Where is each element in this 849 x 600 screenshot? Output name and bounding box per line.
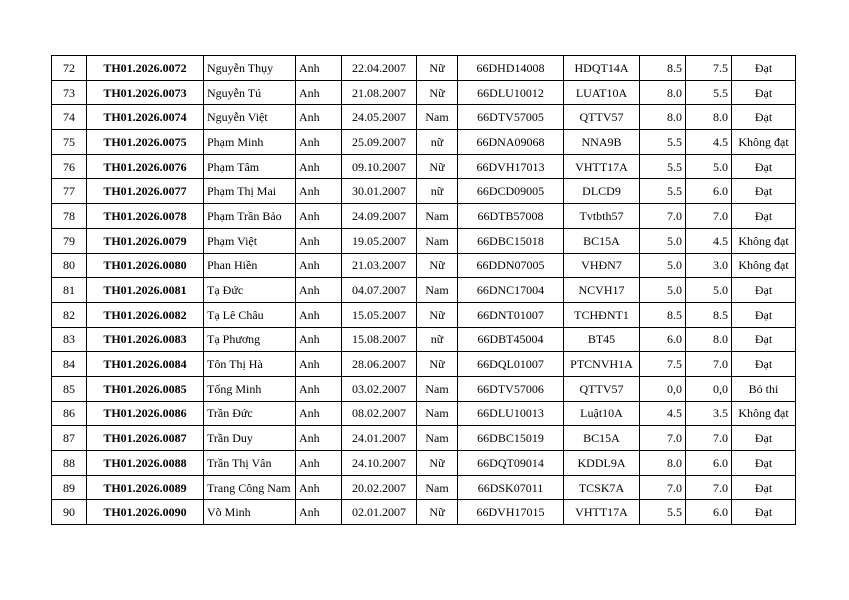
class-name-cell: NNA9B: [564, 130, 640, 155]
date-of-birth-cell: 24.05.2007: [342, 105, 417, 130]
family-middle-name-cell: Võ Minh: [204, 500, 296, 525]
row-number-cell: 89: [52, 475, 87, 500]
gender-cell: Nữ: [417, 56, 458, 81]
candidate-code-cell: TH01.2026.0076: [87, 154, 204, 179]
class-name-cell: TCHĐNT1: [564, 302, 640, 327]
result-cell: Đạt: [732, 80, 796, 105]
row-number-cell: 90: [52, 500, 87, 525]
given-name-cell: Anh: [296, 500, 342, 525]
row-number-cell: 86: [52, 401, 87, 426]
candidate-code-cell: TH01.2026.0072: [87, 56, 204, 81]
candidate-code-cell: TH01.2026.0089: [87, 475, 204, 500]
result-cell: Đạt: [732, 204, 796, 229]
gender-cell: Nam: [417, 105, 458, 130]
score-2-cell: 6.0: [686, 179, 732, 204]
candidate-code-cell: TH01.2026.0083: [87, 327, 204, 352]
score-2-cell: 5.0: [686, 154, 732, 179]
student-id-cell: 66DVH17013: [458, 154, 564, 179]
candidate-code-cell: TH01.2026.0079: [87, 228, 204, 253]
result-cell: Bỏ thi: [732, 376, 796, 401]
table-row: [52, 105, 796, 130]
student-id-cell: 66DQL01007: [458, 352, 564, 377]
score-2-cell: 8.0: [686, 327, 732, 352]
candidate-code-cell: TH01.2026.0073: [87, 80, 204, 105]
class-name-cell: Luật10A: [564, 401, 640, 426]
result-cell: Đạt: [732, 426, 796, 451]
family-middle-name-cell: Phạm Tâm: [204, 154, 296, 179]
score-2-cell: 6.0: [686, 500, 732, 525]
candidate-code-cell: TH01.2026.0086: [87, 401, 204, 426]
gender-cell: nữ: [417, 327, 458, 352]
score-1-cell: 8.5: [640, 56, 686, 81]
family-middle-name-cell: Tôn Thị Hà: [204, 352, 296, 377]
gender-cell: Nữ: [417, 302, 458, 327]
family-middle-name-cell: Phạm Việt: [204, 228, 296, 253]
gender-cell: Nam: [417, 475, 458, 500]
table-row: [52, 327, 796, 352]
class-name-cell: QTTV57: [564, 105, 640, 130]
date-of-birth-cell: 28.06.2007: [342, 352, 417, 377]
row-number-cell: 82: [52, 302, 87, 327]
class-name-cell: VHTT17A: [564, 500, 640, 525]
result-cell: Đạt: [732, 475, 796, 500]
date-of-birth-cell: 21.03.2007: [342, 253, 417, 278]
date-of-birth-cell: 15.08.2007: [342, 327, 417, 352]
class-name-cell: QTTV57: [564, 376, 640, 401]
date-of-birth-cell: 19.05.2007: [342, 228, 417, 253]
score-1-cell: 0,0: [640, 376, 686, 401]
class-name-cell: PTCNVH1A: [564, 352, 640, 377]
gender-cell: Nữ: [417, 253, 458, 278]
date-of-birth-cell: 09.10.2007: [342, 154, 417, 179]
class-name-cell: BC15A: [564, 228, 640, 253]
gender-cell: Nam: [417, 228, 458, 253]
score-1-cell: 8.0: [640, 451, 686, 476]
gender-cell: Nam: [417, 426, 458, 451]
score-2-cell: 3.0: [686, 253, 732, 278]
gender-cell: nữ: [417, 179, 458, 204]
family-middle-name-cell: Tạ Lê Châu: [204, 302, 296, 327]
gender-cell: Nữ: [417, 500, 458, 525]
date-of-birth-cell: 22.04.2007: [342, 56, 417, 81]
score-1-cell: 6.0: [640, 327, 686, 352]
date-of-birth-cell: 03.02.2007: [342, 376, 417, 401]
row-number-cell: 72: [52, 56, 87, 81]
given-name-cell: Anh: [296, 154, 342, 179]
date-of-birth-cell: 24.01.2007: [342, 426, 417, 451]
student-id-cell: 66DSK07011: [458, 475, 564, 500]
candidate-code-cell: TH01.2026.0084: [87, 352, 204, 377]
results-table-body: [52, 56, 796, 525]
row-number-cell: 79: [52, 228, 87, 253]
given-name-cell: Anh: [296, 56, 342, 81]
score-2-cell: 0,0: [686, 376, 732, 401]
date-of-birth-cell: 25.09.2007: [342, 130, 417, 155]
date-of-birth-cell: 24.10.2007: [342, 451, 417, 476]
gender-cell: Nam: [417, 376, 458, 401]
student-id-cell: 66DNA09068: [458, 130, 564, 155]
given-name-cell: Anh: [296, 401, 342, 426]
score-2-cell: 4.5: [686, 130, 732, 155]
score-1-cell: 7.0: [640, 426, 686, 451]
table-row: [52, 401, 796, 426]
result-cell: Không đạt: [732, 401, 796, 426]
result-cell: Đạt: [732, 278, 796, 303]
class-name-cell: TCSK7A: [564, 475, 640, 500]
date-of-birth-cell: 24.09.2007: [342, 204, 417, 229]
table-row: [52, 451, 796, 476]
class-name-cell: BT45: [564, 327, 640, 352]
score-1-cell: 5.0: [640, 278, 686, 303]
student-id-cell: 66DQT09014: [458, 451, 564, 476]
result-cell: Đạt: [732, 105, 796, 130]
table-row: [52, 426, 796, 451]
score-1-cell: 7.5: [640, 352, 686, 377]
given-name-cell: Anh: [296, 352, 342, 377]
date-of-birth-cell: 04.07.2007: [342, 278, 417, 303]
student-id-cell: 66DNC17004: [458, 278, 564, 303]
score-2-cell: 7.0: [686, 426, 732, 451]
row-number-cell: 80: [52, 253, 87, 278]
table-row: [52, 80, 796, 105]
table-row: [52, 130, 796, 155]
table-row: [52, 56, 796, 81]
date-of-birth-cell: 21.08.2007: [342, 80, 417, 105]
row-number-cell: 84: [52, 352, 87, 377]
score-1-cell: 5.5: [640, 179, 686, 204]
date-of-birth-cell: 15.05.2007: [342, 302, 417, 327]
table-row: [52, 278, 796, 303]
candidate-code-cell: TH01.2026.0077: [87, 179, 204, 204]
score-2-cell: 3.5: [686, 401, 732, 426]
result-cell: Không đạt: [732, 130, 796, 155]
row-number-cell: 83: [52, 327, 87, 352]
score-1-cell: 4.5: [640, 401, 686, 426]
score-1-cell: 8.0: [640, 80, 686, 105]
table-row: [52, 253, 796, 278]
student-id-cell: 66DBT45004: [458, 327, 564, 352]
class-name-cell: VHTT17A: [564, 154, 640, 179]
score-2-cell: 6.0: [686, 451, 732, 476]
row-number-cell: 76: [52, 154, 87, 179]
score-2-cell: 8.5: [686, 302, 732, 327]
gender-cell: Nữ: [417, 451, 458, 476]
date-of-birth-cell: 30.01.2007: [342, 179, 417, 204]
gender-cell: Nam: [417, 204, 458, 229]
score-1-cell: 8.0: [640, 105, 686, 130]
row-number-cell: 81: [52, 278, 87, 303]
student-id-cell: 66DHD14008: [458, 56, 564, 81]
given-name-cell: Anh: [296, 105, 342, 130]
row-number-cell: 73: [52, 80, 87, 105]
score-2-cell: 5.5: [686, 80, 732, 105]
family-middle-name-cell: Trang Công Nam: [204, 475, 296, 500]
candidate-code-cell: TH01.2026.0087: [87, 426, 204, 451]
score-1-cell: 7.0: [640, 475, 686, 500]
row-number-cell: 88: [52, 451, 87, 476]
student-id-cell: 66DTV57006: [458, 376, 564, 401]
candidate-code-cell: TH01.2026.0081: [87, 278, 204, 303]
result-cell: Đạt: [732, 451, 796, 476]
family-middle-name-cell: Tống Minh: [204, 376, 296, 401]
candidate-code-cell: TH01.2026.0085: [87, 376, 204, 401]
row-number-cell: 77: [52, 179, 87, 204]
score-1-cell: 5.5: [640, 154, 686, 179]
given-name-cell: Anh: [296, 302, 342, 327]
family-middle-name-cell: Phạm Trần Bảo: [204, 204, 296, 229]
candidate-code-cell: TH01.2026.0075: [87, 130, 204, 155]
class-name-cell: VHĐN7: [564, 253, 640, 278]
student-id-cell: 66DVH17015: [458, 500, 564, 525]
family-middle-name-cell: Tạ Phương: [204, 327, 296, 352]
gender-cell: Nữ: [417, 352, 458, 377]
given-name-cell: Anh: [296, 228, 342, 253]
family-middle-name-cell: Nguyễn Thụy: [204, 56, 296, 81]
score-2-cell: 7.0: [686, 204, 732, 229]
family-middle-name-cell: Nguyễn Tú: [204, 80, 296, 105]
family-middle-name-cell: Trần Đức: [204, 401, 296, 426]
score-1-cell: 5.0: [640, 253, 686, 278]
given-name-cell: Anh: [296, 327, 342, 352]
results-table: [51, 55, 796, 525]
row-number-cell: 78: [52, 204, 87, 229]
family-middle-name-cell: Trần Duy: [204, 426, 296, 451]
given-name-cell: Anh: [296, 451, 342, 476]
class-name-cell: NCVH17: [564, 278, 640, 303]
result-cell: Đạt: [732, 327, 796, 352]
class-name-cell: Tvtbth57: [564, 204, 640, 229]
gender-cell: Nam: [417, 401, 458, 426]
candidate-code-cell: TH01.2026.0088: [87, 451, 204, 476]
score-2-cell: 7.0: [686, 475, 732, 500]
score-2-cell: 7.0: [686, 352, 732, 377]
given-name-cell: Anh: [296, 426, 342, 451]
table-row: [52, 352, 796, 377]
given-name-cell: Anh: [296, 204, 342, 229]
candidate-code-cell: TH01.2026.0078: [87, 204, 204, 229]
family-middle-name-cell: Phan Hiền: [204, 253, 296, 278]
result-cell: Không đạt: [732, 228, 796, 253]
date-of-birth-cell: 20.02.2007: [342, 475, 417, 500]
given-name-cell: Anh: [296, 179, 342, 204]
student-id-cell: 66DTV57005: [458, 105, 564, 130]
result-cell: Đạt: [732, 500, 796, 525]
class-name-cell: DLCD9: [564, 179, 640, 204]
student-id-cell: 66DBC15019: [458, 426, 564, 451]
given-name-cell: Anh: [296, 278, 342, 303]
score-1-cell: 5.5: [640, 130, 686, 155]
family-middle-name-cell: Nguyễn Việt: [204, 105, 296, 130]
student-id-cell: 66DDN07005: [458, 253, 564, 278]
score-1-cell: 5.5: [640, 500, 686, 525]
date-of-birth-cell: 08.02.2007: [342, 401, 417, 426]
gender-cell: Nam: [417, 278, 458, 303]
gender-cell: Nữ: [417, 80, 458, 105]
row-number-cell: 75: [52, 130, 87, 155]
family-middle-name-cell: Tạ Đức: [204, 278, 296, 303]
given-name-cell: Anh: [296, 80, 342, 105]
candidate-code-cell: TH01.2026.0082: [87, 302, 204, 327]
table-row: [52, 475, 796, 500]
table-row: [52, 500, 796, 525]
table-row: [52, 204, 796, 229]
family-middle-name-cell: Phạm Minh: [204, 130, 296, 155]
gender-cell: Nữ: [417, 154, 458, 179]
given-name-cell: Anh: [296, 253, 342, 278]
class-name-cell: HDQT14A: [564, 56, 640, 81]
gender-cell: nữ: [417, 130, 458, 155]
score-2-cell: 5.0: [686, 278, 732, 303]
table-row: [52, 376, 796, 401]
family-middle-name-cell: Trần Thị Vân: [204, 451, 296, 476]
score-2-cell: 7.5: [686, 56, 732, 81]
row-number-cell: 85: [52, 376, 87, 401]
candidate-code-cell: TH01.2026.0074: [87, 105, 204, 130]
score-1-cell: 8.5: [640, 302, 686, 327]
student-id-cell: 66DNT01007: [458, 302, 564, 327]
row-number-cell: 87: [52, 426, 87, 451]
student-id-cell: 66DBC15018: [458, 228, 564, 253]
candidate-code-cell: TH01.2026.0080: [87, 253, 204, 278]
table-row: [52, 179, 796, 204]
date-of-birth-cell: 02.01.2007: [342, 500, 417, 525]
student-id-cell: 66DLU10012: [458, 80, 564, 105]
family-middle-name-cell: Phạm Thị Mai: [204, 179, 296, 204]
result-cell: Đạt: [732, 352, 796, 377]
student-id-cell: 66DLU10013: [458, 401, 564, 426]
result-cell: Đạt: [732, 56, 796, 81]
class-name-cell: BC15A: [564, 426, 640, 451]
score-1-cell: 5.0: [640, 228, 686, 253]
class-name-cell: KDDL9A: [564, 451, 640, 476]
result-cell: Đạt: [732, 302, 796, 327]
result-cell: Đạt: [732, 179, 796, 204]
student-id-cell: 66DTB57008: [458, 204, 564, 229]
table-row: [52, 154, 796, 179]
result-cell: Đạt: [732, 154, 796, 179]
result-cell: Không đạt: [732, 253, 796, 278]
table-row: [52, 302, 796, 327]
given-name-cell: Anh: [296, 130, 342, 155]
student-id-cell: 66DCD09005: [458, 179, 564, 204]
class-name-cell: LUAT10A: [564, 80, 640, 105]
table-row: [52, 228, 796, 253]
given-name-cell: Anh: [296, 376, 342, 401]
given-name-cell: Anh: [296, 475, 342, 500]
candidate-code-cell: TH01.2026.0090: [87, 500, 204, 525]
score-2-cell: 4.5: [686, 228, 732, 253]
score-1-cell: 7.0: [640, 204, 686, 229]
score-2-cell: 8.0: [686, 105, 732, 130]
row-number-cell: 74: [52, 105, 87, 130]
